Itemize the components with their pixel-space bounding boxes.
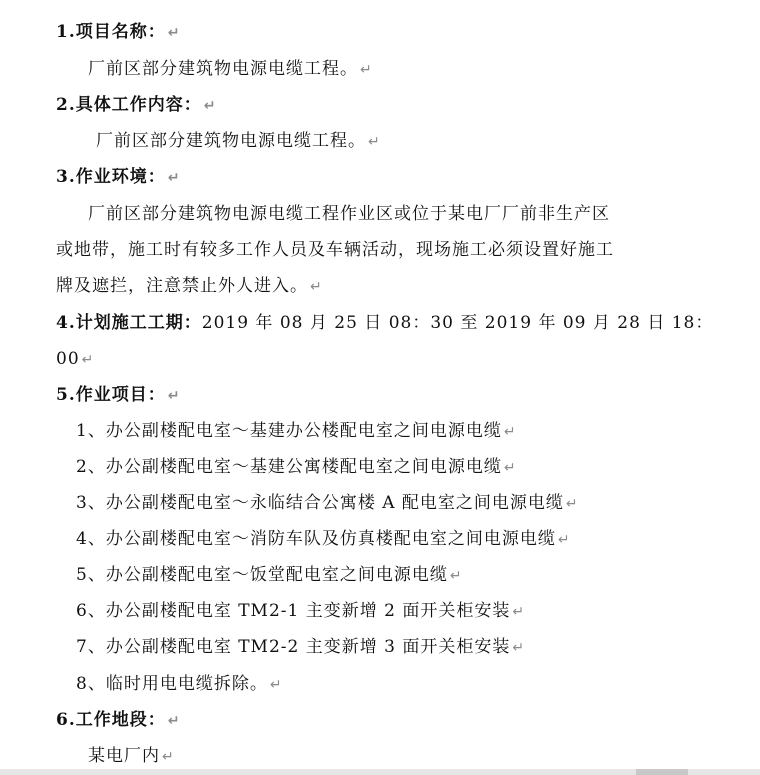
section-5-heading: 5.作业项目： ↵ bbox=[56, 385, 180, 405]
work-item: 1、办公副楼配电室～基建办公楼配电室之间电源电缆 ↵ bbox=[76, 421, 516, 441]
section-6-heading: 6.工作地段： ↵ bbox=[56, 710, 180, 730]
work-item: 6、办公副楼配电室 TM2-1 主变新增 2 面开关柜安装 ↵ bbox=[76, 601, 525, 621]
section-1-heading: 1.项目名称： ↵ bbox=[56, 22, 180, 42]
paragraph-mark-icon: ↵ bbox=[167, 388, 180, 404]
work-item: 4、办公副楼配电室～消防车队及仿真楼配电室之间电源电缆 ↵ bbox=[76, 529, 570, 549]
horizontal-scrollbar-thumb[interactable] bbox=[636, 769, 688, 775]
paragraph-mark-icon: ↵ bbox=[203, 98, 216, 114]
work-item: 2、办公副楼配电室～基建公寓楼配电室之间电源电缆 ↵ bbox=[76, 457, 516, 477]
paragraph-mark-icon: ↵ bbox=[167, 713, 180, 729]
work-item: 8、临时用电电缆拆除。 ↵ bbox=[76, 674, 282, 694]
section-4-line-2: 00 ↵ bbox=[56, 349, 94, 369]
work-item: 5、办公副楼配电室～饭堂配电室之间电源电缆 ↵ bbox=[76, 565, 462, 585]
paragraph-mark-icon: ↵ bbox=[269, 677, 282, 693]
paragraph-mark-icon: ↵ bbox=[167, 170, 180, 186]
paragraph-mark-icon: ↵ bbox=[503, 424, 516, 440]
section-2-heading: 2.具体工作内容： ↵ bbox=[56, 95, 216, 115]
paragraph-mark-icon: ↵ bbox=[162, 749, 174, 765]
section-6-body: 某电厂内 ↵ bbox=[88, 746, 174, 766]
paragraph-mark-icon: ↵ bbox=[81, 352, 94, 368]
paragraph-mark-icon: ↵ bbox=[503, 460, 516, 476]
paragraph-mark-icon: ↵ bbox=[167, 25, 180, 41]
section-4-line-1 bbox=[56, 312, 713, 334]
paragraph-mark-icon: ↵ bbox=[512, 640, 525, 656]
section-3-body-line-3: 牌及遮拦，注意禁止外人进入。 ↵ bbox=[56, 276, 322, 296]
paragraph-mark-icon: ↵ bbox=[512, 604, 525, 620]
section-3-body-line-1: 厂前区部分建筑物电源电缆工程作业区或位于某电厂厂前非生产区 bbox=[88, 204, 610, 224]
section-4-heading: 4.计划施工工期： bbox=[56, 313, 202, 333]
paragraph-mark-icon: ↵ bbox=[360, 62, 372, 78]
section-2-body: 厂前区部分建筑物电源电缆工程。 ↵ bbox=[96, 131, 380, 151]
paragraph-mark-icon: ↵ bbox=[449, 568, 462, 584]
paragraph-mark-icon: ↵ bbox=[565, 496, 578, 512]
paragraph-mark-icon: ↵ bbox=[368, 134, 380, 150]
work-item: 7、办公副楼配电室 TM2-2 主变新增 3 面开关柜安装 ↵ bbox=[76, 637, 525, 657]
section-3-heading: 3.作业环境： ↵ bbox=[56, 167, 180, 187]
paragraph-mark-icon: ↵ bbox=[310, 279, 322, 295]
section-1-body: 厂前区部分建筑物电源电缆工程。 ↵ bbox=[88, 59, 372, 79]
paragraph-mark-icon: ↵ bbox=[557, 532, 570, 548]
section-3-body-line-2: 或地带，施工时有较多工作人员及车辆活动，现场施工必须设置好施工 bbox=[56, 240, 614, 260]
work-item: 3、办公副楼配电室～永临结合公寓楼 A 配电室之间电源电缆 ↵ bbox=[76, 493, 578, 513]
section-4-schedule: 2019 年 08 月 25 日 08：30 至 2019 年 09 月 28 日 18： bbox=[201, 313, 714, 333]
